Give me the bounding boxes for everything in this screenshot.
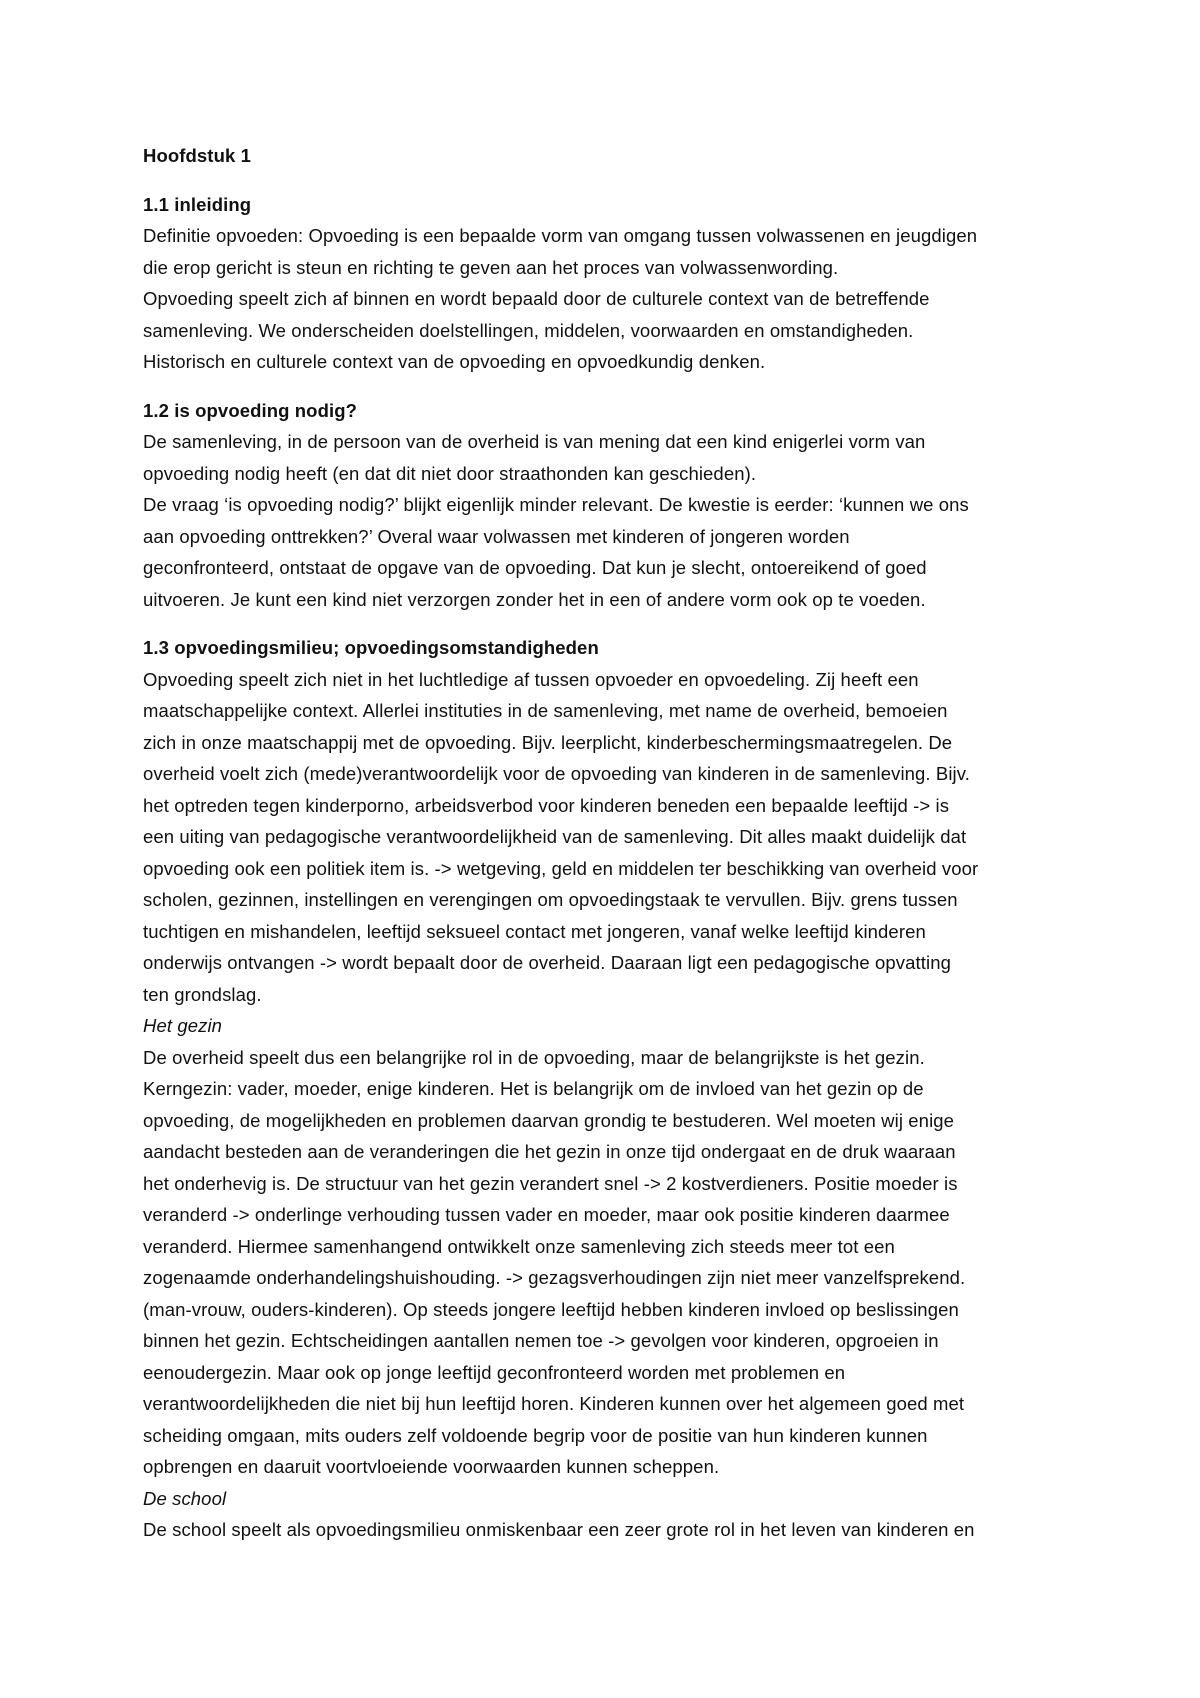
paragraph-line: De school speelt als opvoedingsmilieu onmiskenbaar een zeer grote rol in het leven van kinderen en xyxy=(143,1519,975,1540)
subheading-het-gezin: Het gezin xyxy=(143,1015,223,1036)
paragraph-line: aan opvoeding onttrekken?’ Overal waar volwassen met kinderen of jongeren worden xyxy=(143,525,850,547)
paragraph-line: binnen het gezin. Echtscheidingen aantallen nemen toe -> gevolgen voor kinderen, opgroeien in xyxy=(143,1330,939,1351)
document-body xyxy=(143,140,1073,1546)
paragraph-line: het onderhevig is. De structuur van het gezin verandert snel -> 2 kostverdieners. Positie moeder is xyxy=(143,1172,958,1194)
paragraph-line: een uiting van pedagogische verantwoordelijkheid van de samenleving. Dit alles maakt duidelijk dat xyxy=(143,826,967,847)
paragraph-line: veranderd -> onderlinge verhouding tussen vader en moeder, maar ook positie kinderen daarmee xyxy=(143,1204,950,1225)
paragraph-line: die erop gericht is steun en richting te geven aan het proces van volwassenwording. xyxy=(143,256,839,278)
paragraph-line: overheid voelt zich (mede)verantwoordelijk voor de opvoeding van kinderen in de samenleving. Bijv. xyxy=(143,763,970,784)
paragraph-line: verantwoordelijkheden die niet bij hun leeftijd horen. Kinderen kunnen over het algemeen goed met xyxy=(143,1393,965,1414)
paragraph-line: tuchtigen en mishandelen, leeftijd seksueel contact met jongeren, vanaf welke leeftijd kinderen xyxy=(143,920,926,942)
paragraph-line: uitvoeren. Je kunt een kind niet verzorgen zonder het in een of andere vorm ook op te voeden. xyxy=(143,588,926,610)
paragraph-line: (man-vrouw, ouders-kinderen). Op steeds jongere leeftijd hebben kinderen invloed op beslissingen xyxy=(143,1298,959,1320)
section-heading-1-3: 1.3 opvoedingsmilieu; opvoedingsomstandigheden xyxy=(143,637,599,658)
paragraph-line: opbrengen en daaruit voortvloeiende voorwaarden kunnen scheppen. xyxy=(143,1456,720,1477)
paragraph-line: Definitie opvoeden: Opvoeding is een bepaalde vorm van omgang tussen volwassenen en jeugdigen xyxy=(143,225,978,246)
section-heading-1-1: 1.1 inleiding xyxy=(143,193,252,215)
paragraph-line: samenleving. We onderscheiden doelstellingen, middelen, voorwaarden en omstandigheden. xyxy=(143,319,914,341)
paragraph-line: Kerngezin: vader, moeder, enige kinderen. Het is belangrijk om de invloed van het gezin op de xyxy=(143,1078,924,1099)
paragraph-line: maatschappelijke context. Allerlei instituties in de samenleving, met name de overheid, bemoeien xyxy=(143,700,948,721)
paragraph-line: De samenleving, in de persoon van de overheid is van mening dat een kind enigerlei vorm van xyxy=(143,431,926,452)
paragraph-line: opvoeding, de mogelijkheden en problemen daarvan grondig te bestuderen. Wel moeten wij enige xyxy=(143,1109,955,1131)
paragraph-line: eenoudergezin. Maar ook op jonge leeftijd geconfronteerd worden met problemen en xyxy=(143,1361,846,1383)
paragraph-line: ten grondslag. xyxy=(143,983,262,1005)
subheading-de-school: De school xyxy=(143,1487,227,1509)
paragraph-line: aandacht besteden aan de veranderingen die het gezin in onze tijd ondergaat en de druk waaraan xyxy=(143,1141,956,1162)
paragraph-line: opvoeding nodig heeft (en dat dit niet door straathonden kan geschieden). xyxy=(143,462,757,484)
paragraph-line: Opvoeding speelt zich af binnen en wordt bepaald door de culturele context van de betreffende xyxy=(143,288,930,309)
paragraph-line: opvoeding ook een politiek item is. -> wetgeving, geld en middelen ter beschikking van overheid voor xyxy=(143,857,979,879)
chapter-title: Hoofdstuk 1 xyxy=(143,145,251,166)
paragraph-line: Historisch en culturele context van de opvoeding en opvoedkundig denken. xyxy=(143,351,766,372)
paragraph-line: onderwijs ontvangen -> wordt bepaalt door de overheid. Daaraan ligt een pedagogische opvatting xyxy=(143,952,952,973)
paragraph-line: zogenaamde onderhandelingshuishouding. -> gezagsverhoudingen zijn niet meer vanzelfsprekend. xyxy=(143,1267,966,1288)
section-heading-1-2: 1.2 is opvoeding nodig? xyxy=(143,399,358,421)
paragraph-line: veranderd. Hiermee samenhangend ontwikkelt onze samenleving zich steeds meer tot een xyxy=(143,1235,895,1257)
paragraph-line: De vraag ‘is opvoeding nodig?’ blijkt eigenlijk minder relevant. De kwestie is eerder: ‘kunnen we ons xyxy=(143,494,969,515)
paragraph-line: Opvoeding speelt zich niet in het luchtledige af tussen opvoeder en opvoedeling. Zij heeft een xyxy=(143,668,919,690)
paragraph-line: het optreden tegen kinderporno, arbeidsverbod voor kinderen beneden een bepaalde leeftijd -> is xyxy=(143,794,950,816)
paragraph-line: zich in onze maatschappij met de opvoeding. Bijv. leerplicht, kinderbeschermingsmaatregelen. De xyxy=(143,731,953,753)
paragraph-line: geconfronteerd, ontstaat de opgave van de opvoeding. Dat kun je slecht, ontoereikend of goed xyxy=(143,557,927,578)
paragraph-line: scholen, gezinnen, instellingen en verengingen om opvoedingstaak te vervullen. Bijv. grens tussen xyxy=(143,889,958,910)
paragraph-line: scheiding omgaan, mits ouders zelf voldoende begrip voor de positie van hun kinderen kunnen xyxy=(143,1424,928,1446)
paragraph-line: De overheid speelt dus een belangrijke rol in de opvoeding, maar de belangrijkste is het gezin. xyxy=(143,1046,925,1068)
